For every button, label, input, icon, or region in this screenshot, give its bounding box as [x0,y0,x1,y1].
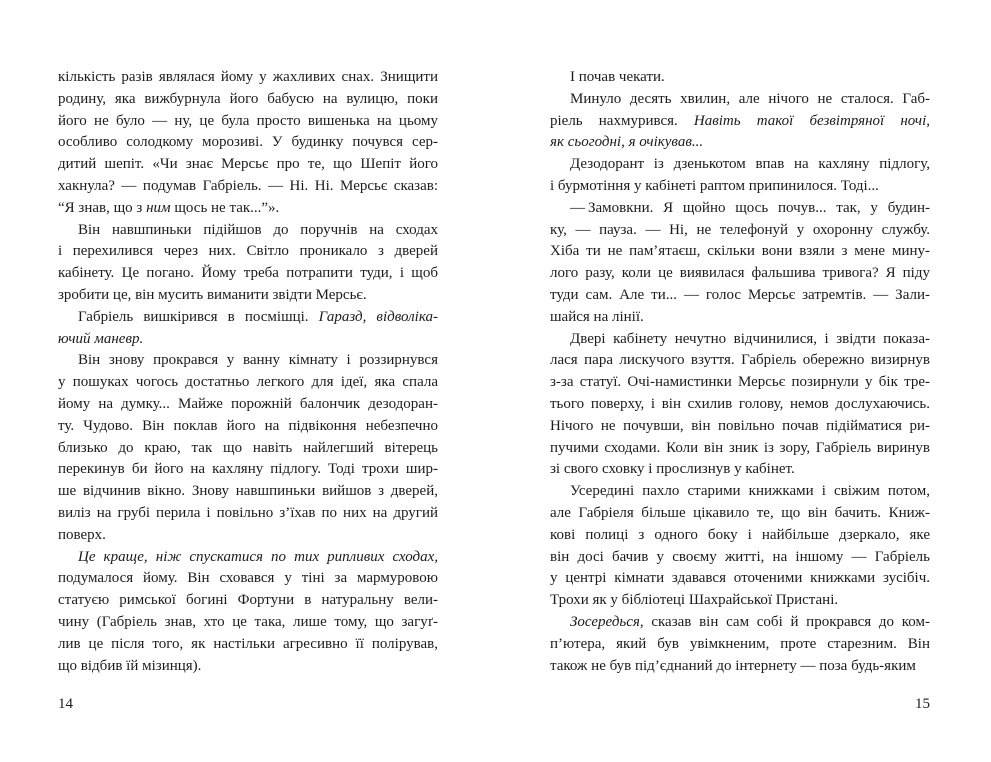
text-line: як сьогодні, я очікував... [550,134,704,151]
text-line: Габріель вишкірився в посмішці. Гаразд, відволіка- [78,308,438,325]
text-line: він досі бачив у своєму житті, на іншому — Габріель [550,548,930,565]
text-line: з-за статуї. Очі-намистинки Мерсьє позирнули у бік тре- [550,374,930,391]
text-line: статуєю римської богині Фортуни в натуральну вели- [58,592,438,609]
text-line: йому на думку... Майже порожній балончик дезодоран- [58,395,438,412]
text-line: Усередині пахло старими книжками і свіжим потом, [570,483,930,500]
text-line: також не був під’єднаний до інтернету — поза будь-яким [550,657,916,674]
text-line: І почав чекати. [570,69,665,85]
text-line: його не було — ну, це була просто вишенька на цьому [58,112,438,129]
text-line: шайся на лінії. [550,308,644,325]
text-line: кові полиці з одного боку і найбільше дзеркало, яке [550,526,930,543]
text-line: Нічого не почувши, він повільно почав підійматися ри- [550,417,930,434]
text-line: і перехилився через них. Світло проникало з дверей [58,243,438,260]
text-line: ку, — пауза. — Ні, не телефонуй у охоронну службу. [550,221,930,238]
text-line: близько до краю, так що навіть найлегший вітерець [58,439,438,456]
text-line: — Замовкни. Я щойно щось почув... так, у будин- [570,199,930,216]
page-number-right: 15 [915,696,930,712]
text-line: Дезодорант із дзенькотом впав на кахляну підлогу, [570,156,930,173]
text-line: Минуло десять хвилин, але нічого не сталося. Габ- [570,90,930,107]
text-line: пучими сходами. Коли він зник із зору, Габріель виринув [550,439,930,456]
text-line: що відбив їй мізинця). [58,657,202,674]
text-line: ючий маневр. [58,330,144,347]
text-line: Двері кабінету нечутно відчинилися, і звідти показа- [570,330,930,347]
text-line: ше відчинив вікно. Знову навшпиньки вийшов з дверей, [58,483,438,500]
text-line: “Я знав, що з ним щось не так...”». [58,199,280,216]
text-line: перекинув би його на кахляну підлогу. Тоді трохи шир- [58,461,438,478]
page-number-left: 14 [58,696,73,712]
text-line: у центрі кімнати здавався оточеними книжками зусібіч. [550,570,930,587]
text-line: дитий шепіт. «Чи знає Мерсьє про те, що Шепіт його [58,156,438,173]
text-line: зі свого сховку і прослизнув у кабінет. [550,461,795,478]
text-line: родину, яка вижбурнула його бабусю на вулицю, поки [58,90,438,107]
text-line: п’ютера, який був увімкненим, проте старезним. Він [550,635,930,652]
text-line: особливо солодкому морозиві. У будинку почувся сер- [58,134,438,151]
text-line: кількість разів являлася йому у жахливих снах. Знищити [58,69,438,85]
text-line: тього поверху, і він схилив голову, немов дослухаючись. [550,395,930,412]
text-line: ріель нахмурився. Навіть такої безвітряної ночі, [550,112,930,129]
text-line: але Габріеля більше цікавило те, що він бачить. Книж- [550,504,930,521]
text-line: поверх. [58,526,106,543]
text-line: Це краще, ніж спускатися по тих рипливих сходах, [78,548,438,565]
text-line: туди сам. Але ти... — голос Мерсьє затремтів. — Зали- [550,286,930,303]
book-page-right [550,67,930,677]
text-line: у пошуках чогось достатньо легкого для ідеї, яка спала [58,374,438,391]
text-line: Зосередься, сказав він сам собі й прокрався до ком- [570,613,930,630]
text-line: Він навшпиньки підійшов до поручнів на сходах [78,221,438,238]
text-line: лого разу, коли це виявилася фальшива тривога? Я піду [550,265,930,282]
text-line: чину (Габріель знав, хто це така, лише тому, що загуґ- [58,613,438,630]
text-line: Трохи як у бібліотеці Шахрайської Пристані. [550,592,839,609]
text-line: ту. Чудово. Він поклав його на підвіконня небезпечно [58,417,438,434]
text-line: зробити це, він мусить виманити звідти Мерсьє. [58,286,367,303]
text-line: кабінету. Це погано. Йому треба потрапити туди, і щоб [58,265,438,282]
text-line: Хіба ти не пам’ятаєш, скільки вони взяли з мене мину- [550,243,930,260]
book-page-left [58,67,438,677]
text-line: хакнула? — подумав Габріель. — Ні. Ні. Мерсьє сказав: [58,177,438,194]
text-line: подумалося йому. Він сховався у тіні за мармуровою [58,570,438,587]
text-line: виліз на грубі перила і повільно з’їхав по них на другий [58,504,438,521]
text-line: і бурмотіння у кабінеті раптом припинилося. Тоді... [550,177,879,194]
text-line: Він знову прокрався у ванну кімнату і роззирнувся [78,352,438,369]
text-line: лив це після того, як настільки агресивно її полірував, [58,635,438,652]
text-line: лася пара лискучого взуття. Габріель обережно визирнув [550,352,930,369]
